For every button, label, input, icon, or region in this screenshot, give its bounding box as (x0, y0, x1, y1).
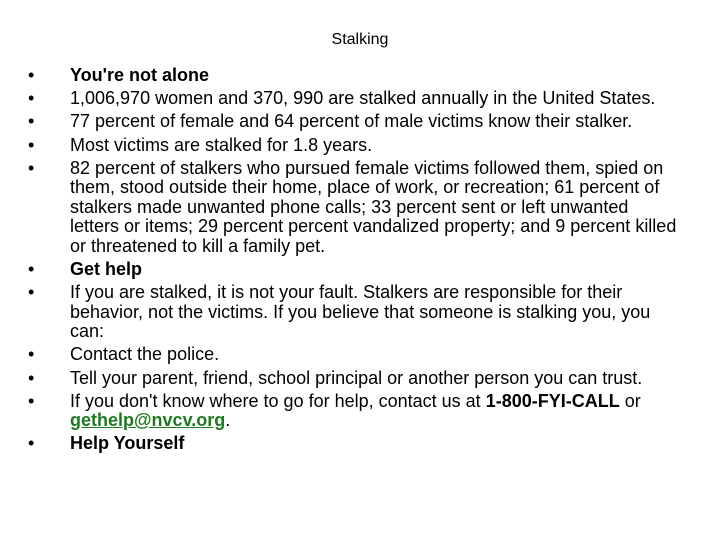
heading-get-help: Get help (70, 258, 143, 279)
heading-not-alone: You're not alone (70, 65, 209, 85)
bullet-icon: • (28, 258, 35, 279)
list-item-stat-know-stalker (28, 112, 678, 132)
contact-us-middle: or (619, 390, 641, 411)
stat-behaviors-text: 82 percent of stalkers who pursued female victims followed them, spied on them, stood outside their home, place of work, or recreation; 61 percent of stalkers made unwanted phone calls; 33 percent sent or left unwanted letters or items; 29 percent percent vandalized property; and 9 percent killed or threatened to kill a family pet. (70, 157, 677, 256)
list-item-not-your-fault (28, 283, 678, 342)
list-item-contact-us (28, 392, 678, 431)
list-item-tell-someone (28, 369, 678, 389)
bullet-icon: • (28, 111, 35, 132)
email-link[interactable]: gethelp@nvcv.org (70, 410, 226, 431)
list-item-contact-police (28, 345, 678, 365)
stat-know-stalker-text: 77 percent of female and 64 percent of male victims know their stalker. (70, 111, 633, 132)
bullet-icon: • (28, 157, 35, 178)
list-item-stat-behaviors (28, 159, 678, 257)
hotline-number: 1-800-FYI-CALL (485, 390, 620, 411)
contact-us-prefix: If you don't know where to go for help, contact us at (70, 390, 486, 411)
bullet-icon: • (28, 367, 35, 388)
list-item-not-alone (28, 66, 678, 86)
bullet-icon: • (28, 433, 35, 454)
tell-someone-text: Tell your parent, friend, school principal or another person you can trust. (70, 367, 643, 388)
slide-title: Stalking (331, 31, 389, 48)
bullet-icon: • (28, 282, 35, 303)
contact-us-suffix: . (225, 410, 231, 431)
bullet-icon: • (28, 344, 35, 365)
bullet-icon: • (28, 134, 35, 155)
bullet-icon: • (28, 390, 35, 411)
bullet-list (28, 66, 678, 458)
list-item-get-help (28, 260, 678, 280)
not-your-fault-text: If you are stalked, it is not your fault. Stalkers are responsible for their behavior, not the victims. If you believe that someone is stalking you, you can: (70, 282, 651, 342)
list-item-stat-annual (28, 89, 678, 109)
stat-annual-text: 1,006,970 women and 370, 990 are stalked annually in the United States. (70, 88, 656, 109)
list-item-help-yourself (28, 434, 678, 454)
bullet-icon: • (28, 88, 35, 109)
stat-duration-text: Most victims are stalked for 1.8 years. (70, 134, 373, 155)
list-item-stat-duration (28, 136, 678, 156)
heading-help-yourself: Help Yourself (70, 433, 185, 454)
bullet-icon: • (28, 65, 35, 85)
contact-police-text: Contact the police. (70, 344, 220, 365)
